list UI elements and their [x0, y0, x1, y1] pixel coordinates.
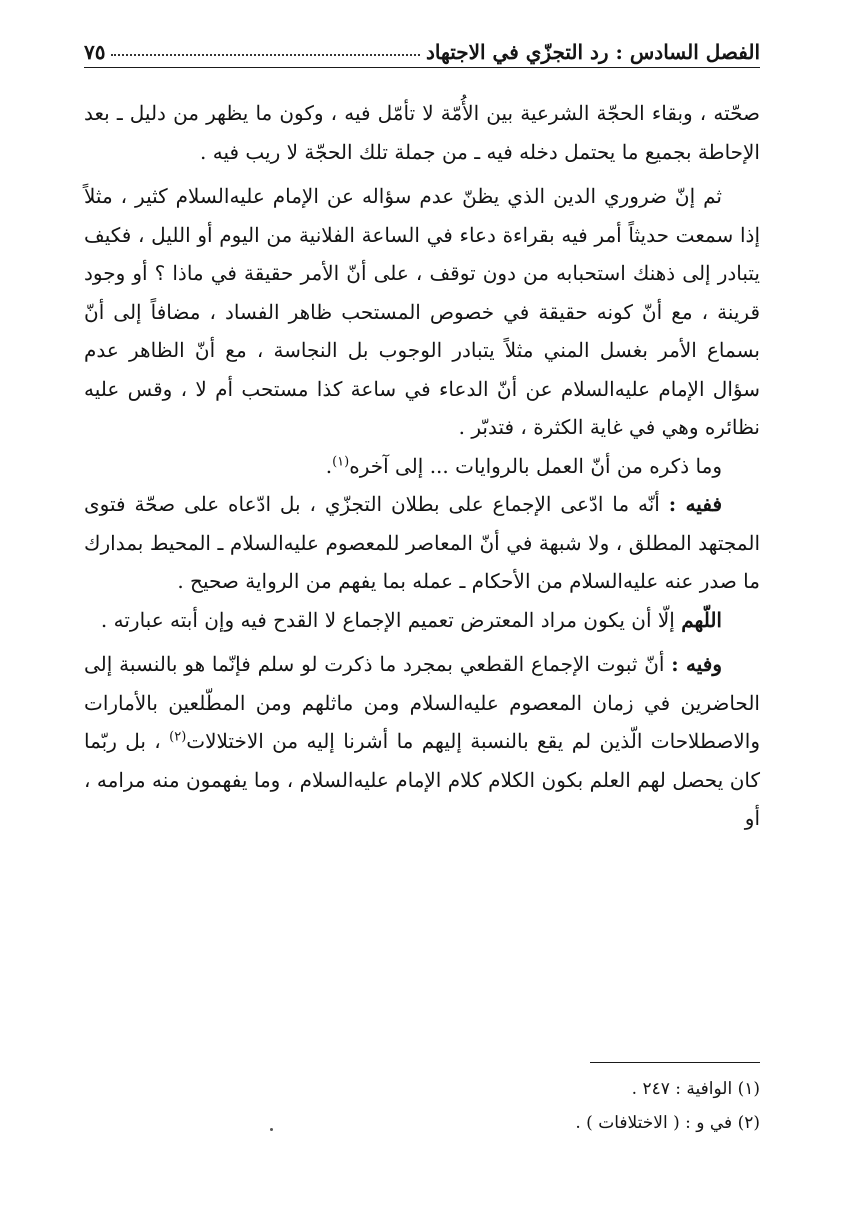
paragraph-text: أنّه ما ادّعى الإجماع على بطلان التجزّي ، بل ادّعاه على صحّة فتوى المجتهد المطلق ، ولا شبهة في أنّ المعاصر للمعصوم عليه‌السلام ـ المحيط بمدارك ما صدر عنه عليه‌السلام من الأحكام ـ عمله بما يفهم من الرواية صحيح . [84, 492, 760, 593]
paragraph [84, 94, 760, 171]
body-text [84, 94, 760, 838]
footnote-divider [590, 1062, 760, 1063]
paragraph-text: أنّ ثبوت الإجماع القطعي بمجرد ما ذكرت لو سلم فإنّما هو بالنسبة إلى الحاضرين في زمان المعصوم عليه‌السلام ومن ماثلهم ومن المطّلعين بالأمارات والاصطلاحات الّذين لم يقع بالنسبة إليهم ما أشرنا إليه من الاختلالات [84, 652, 760, 753]
footnotes [84, 1072, 760, 1140]
chapter-title: الفصل السادس : رد التجزّي في الاجتهاد [426, 40, 760, 64]
dotted-leader [111, 53, 420, 56]
scan-speck [270, 1128, 273, 1131]
paragraph-lead: وفيه : [671, 652, 722, 676]
running-header [84, 28, 760, 68]
paragraph-text: ثم إنّ ضروري الدين الذي يظنّ عدم سؤاله عن الإمام عليه‌السلام كثير ، مثلاً إذا سمعت حديثاً أمر فيه بقراءة دعاء في الساعة الفلانية من اليوم أو الليل ، فكيف يتبادر إلى ذهنك استحبابه من دون توقف ، على أنّ الأمر حقيقة في ماذا ؟ أو وجود قرينة ، مع أنّ كونه حقيقة في خصوص المستحب ظاهر الفساد ، مضافاً إلى أنّ بسماع الأمر بغسل المني مثلاً يتبادر الوجوب بل النجاسة ، مع أنّ الظاهر عدم سؤال الإمام عليه‌السلام عن أنّ الدعاء في ساعة كذا مستحب أم لا ، وقس عليه نظائره وهي في غاية الكثرة ، فتدبّر . [84, 184, 760, 439]
paragraph-text: وما ذكره من أنّ العمل بالروايات ... إلى آخره [349, 453, 722, 478]
paragraph-lead: اللّهم [681, 607, 722, 632]
paragraph-lead: ففيه : [668, 492, 723, 516]
page-number: ٧٥ [84, 40, 106, 64]
paragraph-text-tail: ، بل ربّما كان يحصل لهم العلم بكون الكلام كلام الإمام عليه‌السلام ، وما يفهمون منه مرامه ، أو [84, 729, 760, 830]
footnote-ref[interactable]: (٢) [169, 729, 187, 745]
paragraph [84, 601, 760, 640]
paragraph [84, 645, 760, 838]
footnote-2: (٢) في و : ( الاختلافات ) . [575, 1113, 760, 1133]
paragraph [84, 177, 760, 447]
paragraph-text-tail: . [325, 453, 333, 478]
footnote-1: (١) الوافية : ٢٤٧ . [631, 1079, 760, 1099]
paragraph [84, 485, 760, 601]
footnote-ref[interactable]: (١) [332, 453, 350, 469]
paragraph [84, 447, 760, 486]
paragraph-text: صحّته ، وبقاء الحجّة الشرعية بين الأُمّة لا تأمّل فيه ، وكون ما يظهر من دليل ـ بعد الإحاطة بجميع ما يحتمل دخله فيه ـ من جملة تلك الحجّة لا ريب فيه . [84, 101, 761, 164]
paragraph-text: إلّا أن يكون مراد المعترض تعميم الإجماع لا القدح فيه وإن أبته عبارته . [100, 607, 682, 632]
